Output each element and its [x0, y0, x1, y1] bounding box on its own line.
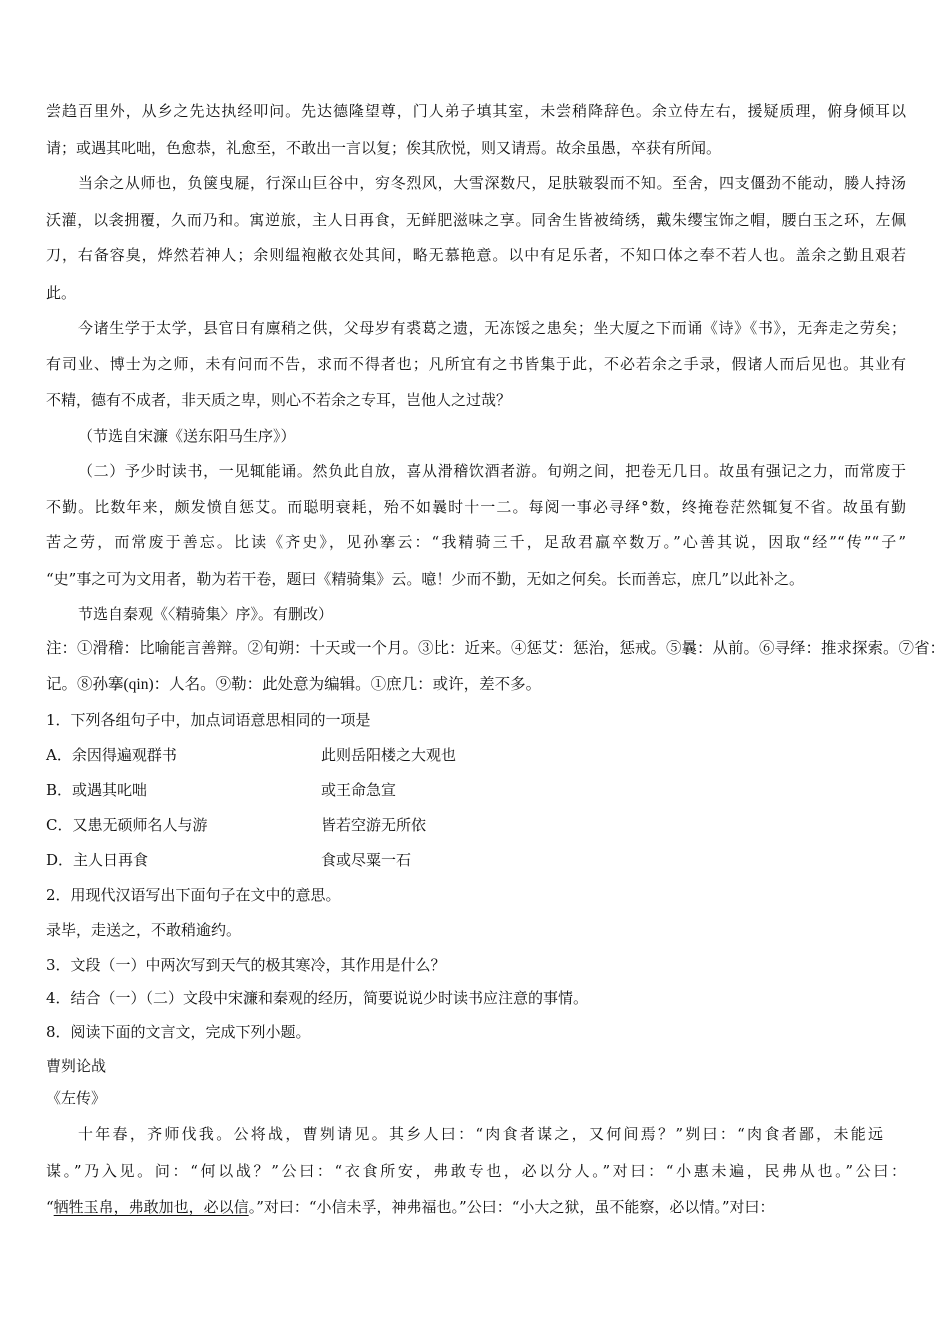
passage1-line: 有司业、博士为之师，未有问而不告，求而不得者也；凡所宜有之书皆集于此，不必若余之手录，假诸人而后见也。其业有: [46, 355, 906, 373]
passage1-line: 当余之从师也，负箧曳屣，行深山巨谷中，穷冬烈风，大雪深数尺，足肤皲裂而不知。至舍，四支僵劲不能动，媵人持汤: [78, 174, 906, 192]
passage3-line: 十年春，齐师伐我。公将战，曹刿请见。其乡人曰：“肉食者谋之，又何间焉？”刿曰：“肉食者鄙，未能远: [78, 1125, 883, 1143]
question-2: 2．用现代汉语写出下面句子在文中的意思。: [46, 886, 341, 904]
underlined-sentence: 牺牲玉帛，弗敢加也，必以信: [53, 1198, 249, 1216]
quote-open: “: [46, 1198, 54, 1216]
passage2-line: 苦之劳，而常废于善忘。比读《齐史》，见孙搴云：“我精骑三千，足敌君羸卒数万。”心善其说，因取“经”“传”“子”: [46, 533, 906, 551]
notes-line: 记。⑧孙搴(qin)：人名。⑨勒：此处意为编辑。①庶几：或许，差不多。: [46, 676, 542, 693]
question-4: 4．结合（一）（二）文段中宋濂和秦观的经历，简要说说少时读书应注意的事情。: [46, 989, 589, 1007]
question-2-sentence: 录毕，走送之，不敢稍逾约。: [46, 921, 242, 939]
option-pair: 或王命急宣: [321, 781, 397, 799]
passage2-source: 节选自秦观《〈精骑集〉序》。有删改）: [78, 605, 334, 623]
notes-line: 注：①滑稽：比喻能言善辩。②旬朔：十天或一个月。③比：近来。④惩艾：惩治，惩戒。⑤曩：从前。⑥寻绎：推求探索。⑦省：: [46, 640, 946, 657]
passage2-line: 不勤。比数年来，颇发愤自惩艾。而聪明衰耗，殆不如曩时十一二。每阅一事必寻绎°数，终掩卷茫然辄复不省。故虽有勤: [46, 498, 906, 516]
passage2-line: “史”事之可为文用者，勒为若干卷，题曰《精骑集》云。噫！少而不勤，无如之何矣。长而善忘，庶几”以此补之。: [46, 570, 805, 588]
passage1-line: 不精，德有不成者，非天质之卑，则心不若余之专耳，岂他人之过哉？: [46, 391, 512, 409]
option-a: [46, 745, 906, 765]
question-8: 8．阅读下面的文言文，完成下列小题。: [46, 1023, 311, 1041]
option-label: D．主人日再食: [46, 851, 149, 869]
option-d: [46, 850, 906, 870]
passage1-line: 请；或遇其叱咄，色愈恭，礼愈至，不敢出一言以复；俟其欣悦，则又请焉。故余虽愚，卒获有所闻。: [46, 139, 722, 157]
passage1-source: （节选自宋濂《送东阳马生序》）: [78, 427, 296, 445]
passage3-line: 谋。”乃入见。问：“何以战？”公曰：“衣食所安，弗敢专也，必以分人。”对曰：“小惠未遍，民弗从也。”公曰：: [46, 1162, 906, 1180]
line-rest: 。”对曰：“小信未孚，神弗福也。”公曰：“小大之狱，虽不能察，必以情。”对曰：: [248, 1198, 775, 1216]
passage1-line: 此。: [46, 284, 77, 302]
option-label: A．余因得遍观群书: [46, 746, 177, 764]
passage1-line: 刀，右备容臭，烨然若神人；余则缊袍敝衣处其间，略无慕艳意。以中有足乐者，不知口体之奉不若人也。盖余之勤且艰若: [46, 246, 906, 264]
question-3: 3．文段（一）中两次写到天气的极其寒冷，其作用是什么？: [46, 956, 446, 974]
option-label: C．又患无硕师名人与游: [46, 816, 208, 834]
option-pair: 食或尽粟一石: [321, 851, 412, 869]
option-pair: 此则岳阳楼之大观也: [321, 746, 457, 764]
passage3-source: 《左传》: [46, 1089, 107, 1107]
passage1-line: 尝趋百里外，从乡之先达执经叩问。先达德隆望尊，门人弟子填其室，未尝稍降辞色。余立侍左右，援疑质理，俯身倾耳以: [46, 102, 906, 120]
option-label: B．或遇其叱咄: [46, 781, 148, 799]
option-b: [46, 780, 906, 800]
passage3-title: 曹刿论战: [46, 1057, 107, 1075]
passage1-line: 沃灌，以衾拥覆，久而乃和。寓逆旅，主人日再食，无鲜肥滋味之享。同舍生皆被绮绣，戴朱缨宝饰之帽，腰白玉之环，左佩: [46, 211, 906, 229]
passage1-line: 今诸生学于太学，县官日有廪稍之供，父母岁有裘葛之遗，无冻馁之患矣；坐大厦之下而诵《诗》《书》，无奔走之劳矣；: [78, 319, 906, 337]
passage3-line: [46, 1197, 906, 1217]
passage2-line: （二）予少时读书，一见辄能诵。然负此自放，喜从滑稽饮酒者游。旬朔之间，把卷无几日。故虽有强记之力，而常废于: [78, 462, 906, 480]
question-1: 1．下列各组句子中，加点词语意思相同的一项是: [46, 711, 371, 729]
option-c: [46, 815, 906, 835]
option-pair: 皆若空游无所依: [321, 816, 427, 834]
